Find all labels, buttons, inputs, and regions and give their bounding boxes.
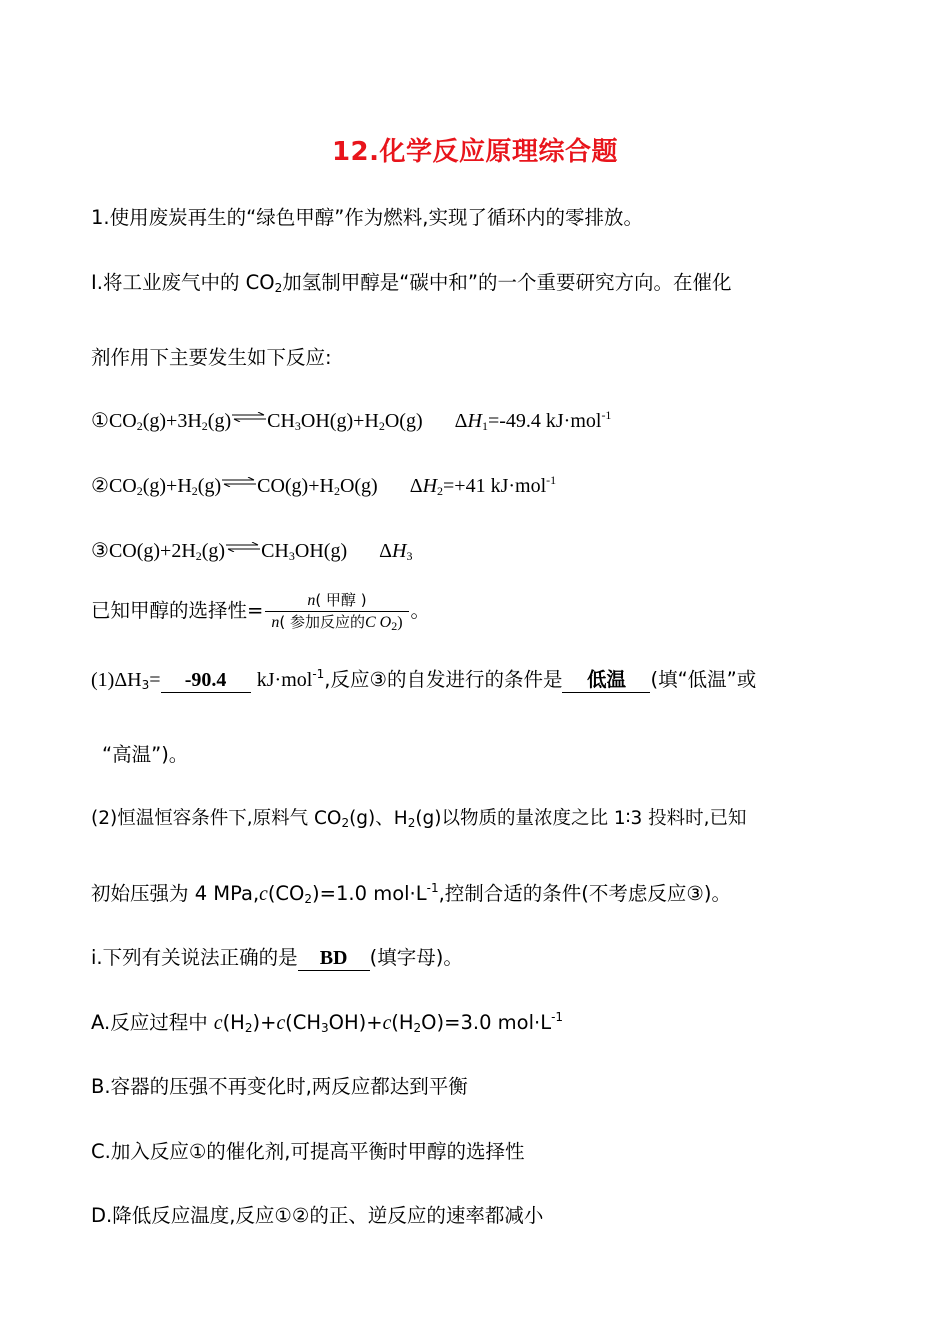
reaction-3: [91, 536, 412, 566]
option-d: D.降低反应温度,反应①②的正、逆反应的速率都减小: [91, 1204, 544, 1227]
equilibrium-arrow-icon: [226, 542, 260, 552]
enthalpy-label: $\Delta H_2$: [409, 475, 444, 498]
fraction-numerator: n( 甲醇 ): [265, 590, 408, 612]
question-1-line2: “高温”)。: [102, 743, 189, 766]
reaction-lhs: $CO(g)+2H_2(g)$: [108, 540, 226, 563]
answer-blank-choices[interactable]: BD: [298, 946, 370, 971]
reaction-rhs: $CH_3OH(g)$: [261, 540, 348, 563]
reaction-1: [91, 406, 611, 436]
part1-line2: 剂作用下主要发生如下反应:: [91, 346, 332, 369]
question-2-line1: (2)恒温恒容条件下,原料气 $CO_2(g)$、$H_2(g)$以物质的量浓度之比 1∶3 投料时,已知: [91, 808, 747, 830]
equilibrium-arrow-icon: [232, 412, 266, 422]
reaction-mark: ①: [91, 410, 109, 432]
enthalpy-value: =-49.4 kJ·mol$^{-1}$: [487, 408, 612, 432]
question-i: i.下列有关说法正确的是 BD (填字母)。: [91, 946, 463, 969]
enthalpy-label: $\Delta H_1$: [454, 410, 488, 433]
equilibrium-arrow-icon: [222, 477, 256, 487]
option-a: A.反应过程中 $c(H_2)+c(CH_3OH)+c(H_2O)=3.0$ $mol\cdot L^{-1}$: [91, 1010, 564, 1035]
enthalpy-label: $\Delta H_3$: [379, 540, 413, 563]
option-c: C.加入反应①的催化剂,可提高平衡时甲醇的选择性: [91, 1140, 525, 1163]
part1-line1: Ⅰ.将工业废气中的 $CO_2$加氢制甲醇是“碳中和”的一个重要研究方向。在催化: [91, 271, 732, 295]
option-b: B.容器的压强不再变化时,两反应都达到平衡: [91, 1075, 468, 1098]
selectivity-fraction: [265, 590, 408, 633]
reaction-rhs: $CO(g)+H_2O(g)$: [257, 475, 378, 498]
question-2-line2: 初始压强为 4 $MPa,c(CO_2)=1.0$ $mol\cdot L^{-1}$,控制合适的条件(不考虑反应③)。: [91, 881, 731, 906]
answer-blank-condition[interactable]: 低温: [562, 668, 650, 693]
reaction-mark: ②: [91, 475, 109, 497]
question-1: $(1)\Delta H_3= -90.4$ kJ·mol$^{-1}$,反应③的自发进行的条件是 低温 (填“低温”或: [91, 667, 757, 692]
selectivity-formula: 已知甲醇的选择性= $\frac{\text{n( 甲醇 )}}{n( 参加反应的C O_2)}$ 。: [91, 591, 431, 633]
reaction-2: [91, 471, 556, 501]
enthalpy-value: =+41 kJ·mol$^{-1}$: [443, 473, 557, 497]
reaction-mark: ③: [91, 540, 109, 562]
reaction-rhs: $CH_3OH(g)+H_2O(g)$: [267, 410, 423, 433]
fraction-denominator: n( 参加反应的C $O_2$): [271, 613, 403, 633]
reaction-lhs: $CO_2(g)+H_2(g)$: [108, 475, 222, 498]
reaction-lhs: $CO_2(g)+3H_2(g)$: [108, 410, 232, 433]
question-intro: 1.使用废炭再生的“绿色甲醇”作为燃料,实现了循环内的零排放。: [91, 206, 644, 229]
answer-blank-dh3[interactable]: -90.4: [161, 668, 251, 693]
page-title: 12.化学反应原理综合题: [331, 137, 619, 167]
